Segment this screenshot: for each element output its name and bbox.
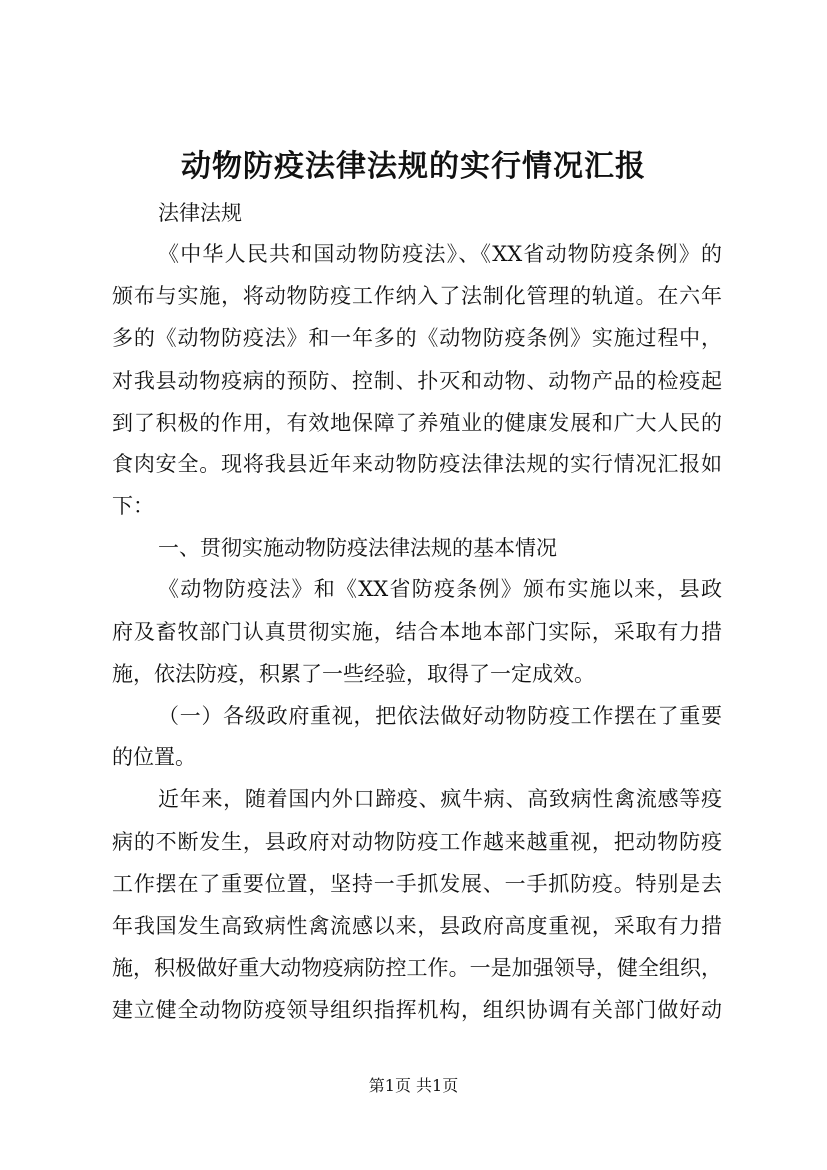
paragraph-line: 对我县动物疫病的预防、控制、扑灭和动物、动物产品的检疫起 — [112, 369, 722, 393]
paragraph-line: 《中华人民共和国动物防疫法》、《XX省动物防疫条例》的 — [158, 242, 722, 266]
subsection-heading: 的位置。 — [112, 745, 196, 769]
paragraph-line: 施，积极做好重大动物疫病防控工作。一是加强领导，健全组织， — [112, 956, 722, 980]
paragraph-line: 工作摆在了重要位置，坚持一手抓发展、一手抓防疫。特别是去 — [112, 872, 722, 896]
paragraph-line: 施，依法防疫，积累了一些经验，取得了一定成效。 — [112, 662, 595, 686]
page-footer: 第1页 共1页 — [368, 1076, 459, 1095]
section-heading: 一、贯彻实施动物防疫法律法规的基本情况 — [158, 536, 557, 560]
paragraph-line: 颁布与实施，将动物防疫工作纳入了法制化管理的轨道。在六年 — [112, 284, 722, 308]
paragraph-line: 病的不断发生，县政府对动物防疫工作越来越重视，把动物防疫 — [112, 830, 722, 854]
paragraph-line: 食肉安全。现将我县近年来动物防疫法律法规的实行情况汇报如 — [112, 452, 722, 476]
paragraph-line: 到了积极的作用，有效地保障了养殖业的健康发展和广大人民的 — [112, 411, 722, 435]
subsection-heading: （一）各级政府重视，把依法做好动物防疫工作摆在了重要 — [158, 704, 722, 728]
document-title: 动物防疫法律法规的实行情况汇报 — [181, 149, 646, 184]
paragraph-line: 下： — [112, 494, 154, 518]
paragraph-line: 多的《动物防疫法》和一年多的《动物防疫条例》实施过程中， — [112, 326, 722, 350]
paragraph-line: 建立健全动物防疫领导组织指挥机构，组织协调有关部门做好动 — [112, 998, 722, 1022]
paragraph-line: 法律法规 — [158, 201, 242, 225]
paragraph-line: 《动物防疫法》和《XX省防疫条例》颁布实施以来，县政 — [158, 577, 722, 601]
paragraph-line: 府及畜牧部门认真贯彻实施，结合本地本部门实际，采取有力措 — [112, 620, 722, 644]
paragraph-line: 年我国发生高致病性禽流感以来，县政府高度重视，采取有力措 — [112, 914, 722, 938]
paragraph-line: 近年来，随着国内外口蹄疫、疯牛病、高致病性禽流感等疫 — [158, 787, 722, 811]
